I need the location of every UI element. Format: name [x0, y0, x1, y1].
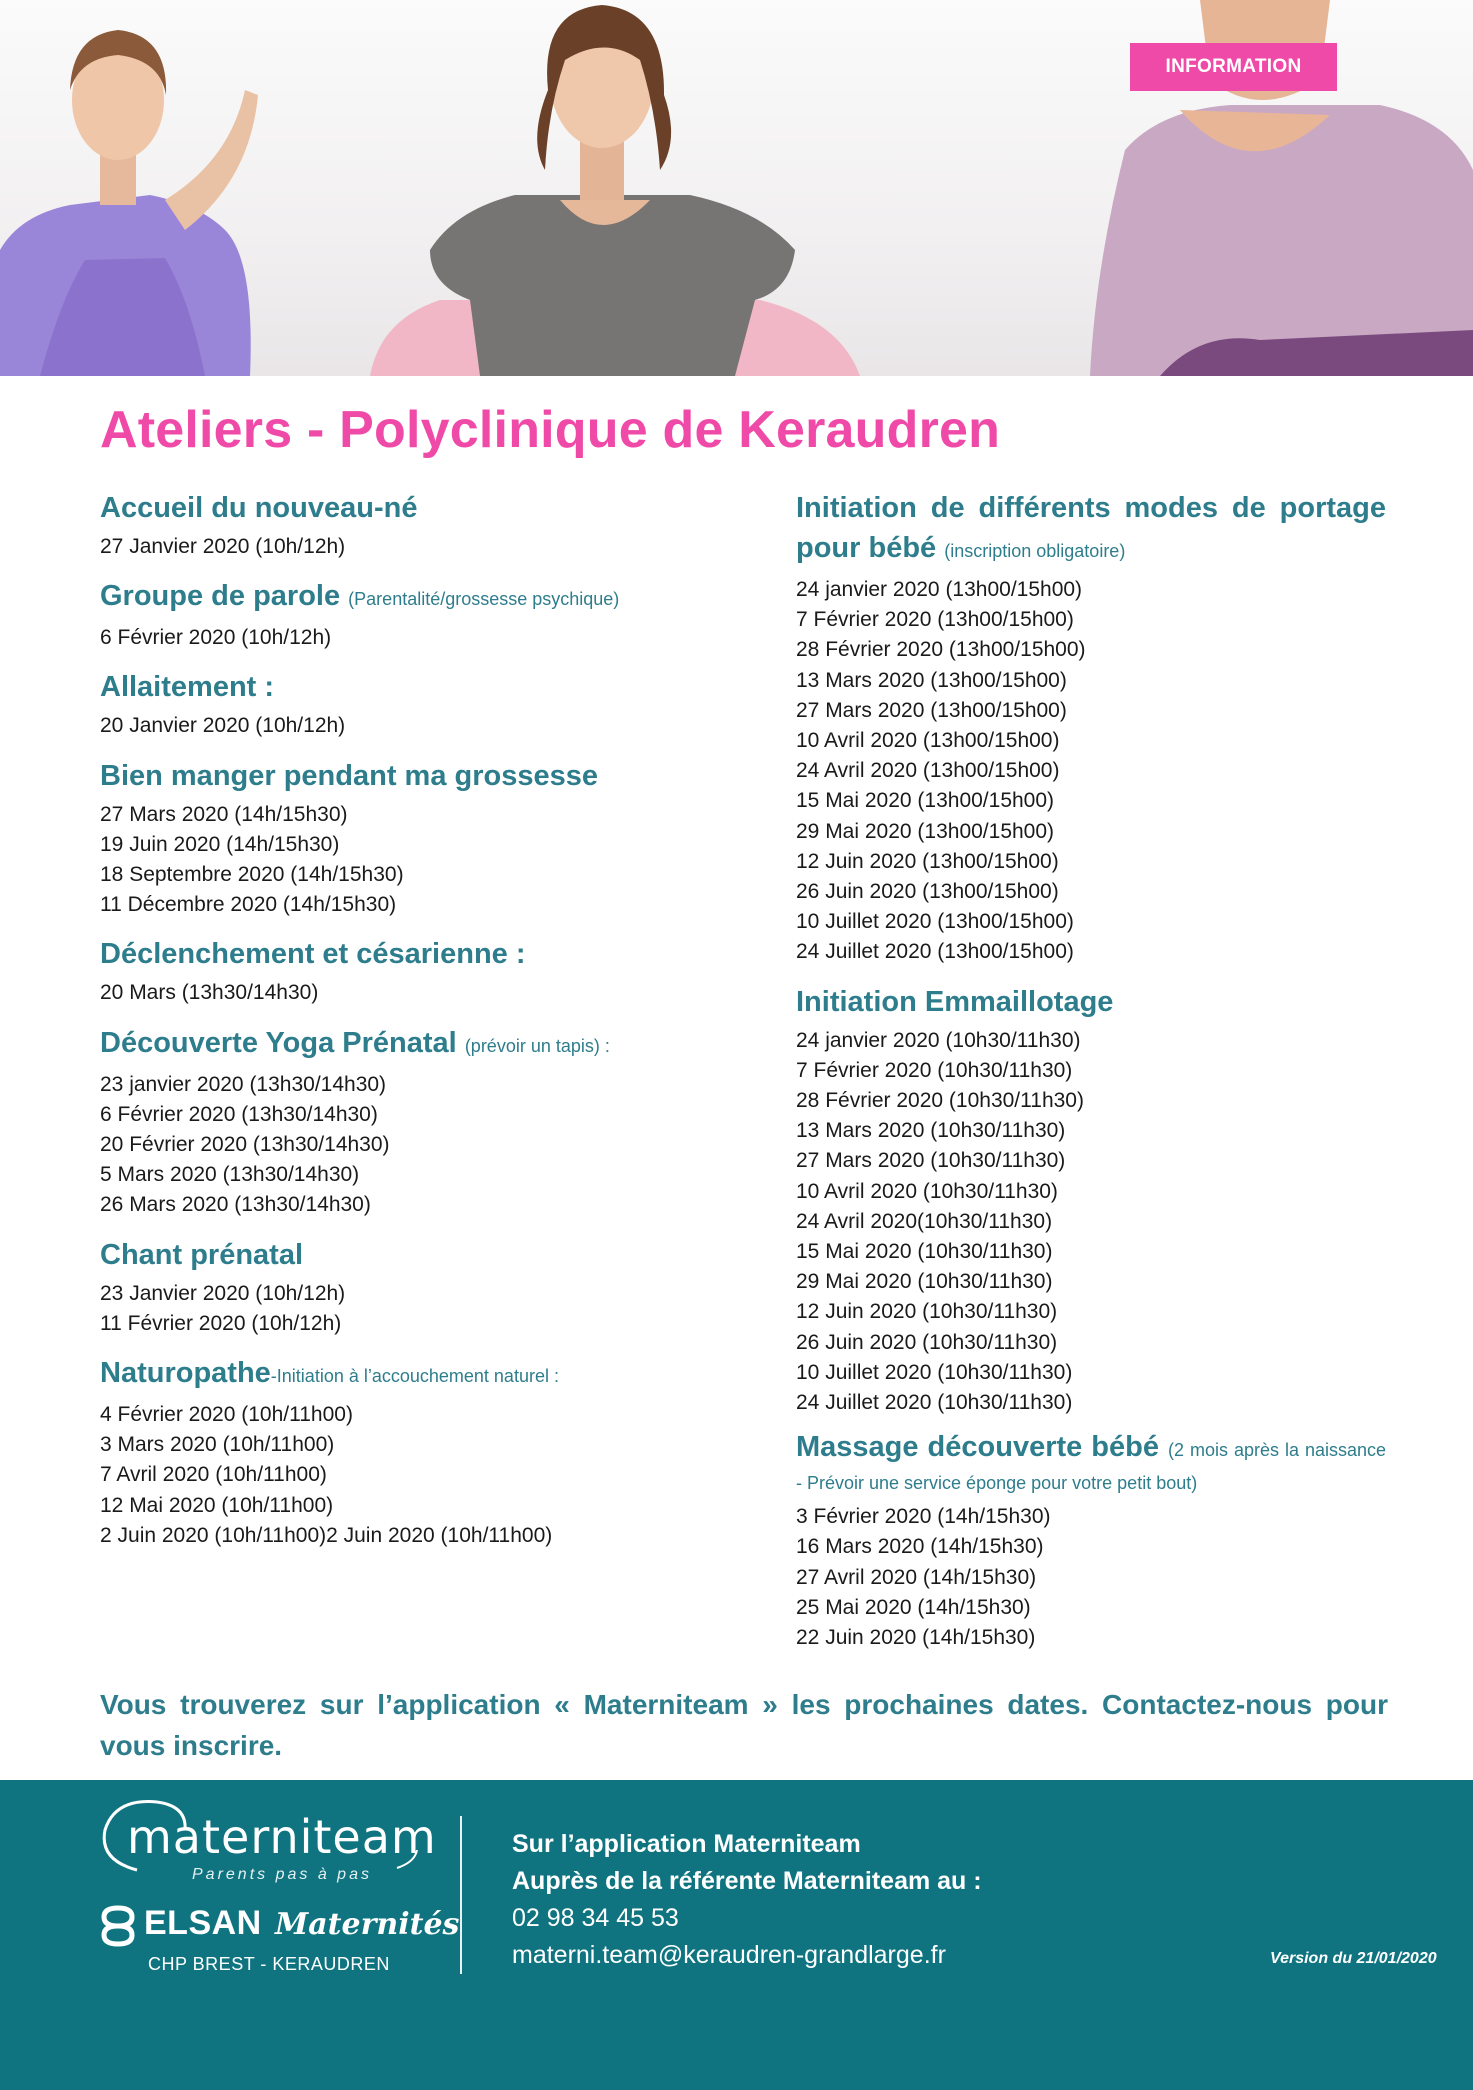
date-item: 22 Juin 2020 (14h/15h30)	[796, 1626, 1036, 1650]
date-item: 24 Avril 2020 (13h00/15h00)	[796, 759, 1060, 783]
date-item: 24 Avril 2020(10h30/11h30)	[796, 1209, 1053, 1233]
woman-center	[370, 5, 860, 376]
version-label: Version du 21/01/2020	[1270, 1950, 1437, 1967]
contact-email[interactable]: materni.team@keraudren-grandlarge.fr	[512, 1941, 946, 1969]
contact-referente-line: Auprès de la référente Materniteam au :	[512, 1867, 982, 1895]
date-item: 12 Juin 2020 (10h30/11h30)	[796, 1300, 1058, 1324]
footer	[0, 1780, 1473, 2090]
materniteam-logo	[97, 1790, 437, 1890]
date-item: 7 Avril 2020 (10h/11h00)	[100, 1463, 327, 1487]
date-item: 10 Juillet 2020 (10h30/11h30)	[796, 1360, 1073, 1384]
date-list	[100, 1279, 740, 1339]
date-item: 24 Juillet 2020 (13h00/15h00)	[796, 940, 1074, 964]
woman-left	[0, 30, 258, 376]
header-photo	[0, 0, 1473, 376]
date-item: 2 Juin 2020 (10h/11h00)2 Juin 2020 (10h/11h00)	[100, 1523, 553, 1547]
section-heading	[100, 488, 740, 528]
date-list	[100, 711, 740, 741]
page-title: Ateliers - Polyclinique de Keraudren	[100, 401, 1001, 459]
date-item: 3 Mars 2020 (10h/11h00)	[100, 1433, 335, 1457]
date-item: 10 Avril 2020 (10h30/11h30)	[796, 1179, 1058, 1203]
date-item: 23 Janvier 2020 (10h/12h)	[100, 1281, 346, 1305]
date-item: 26 Juin 2020 (13h00/15h00)	[796, 880, 1059, 904]
date-item: 6 Février 2020 (13h30/14h30)	[100, 1102, 378, 1126]
section-accueil-nouveau-ne	[100, 488, 740, 562]
date-item: 29 Mai 2020 (10h30/11h30)	[796, 1270, 1053, 1294]
section-bien-manger	[100, 756, 740, 921]
date-item: 3 Février 2020 (14h/15h30)	[796, 1505, 1051, 1529]
section-heading	[100, 756, 740, 796]
date-item: 28 Février 2020 (10h30/11h30)	[796, 1089, 1084, 1113]
date-item: 24 janvier 2020 (13h00/15h00)	[796, 578, 1083, 601]
date-list	[100, 978, 740, 1008]
date-item: 4 Février 2020 (10h/11h00)	[100, 1403, 353, 1427]
date-list	[796, 1026, 1386, 1419]
registration-note: Vous trouverez sur l’application « Materniteam » les prochaines dates. Contactez-nous pour vous inscrire.	[100, 1689, 1388, 1761]
date-item: 11 Décembre 2020 (14h/15h30)	[100, 893, 397, 917]
section-allaitement	[100, 667, 740, 741]
section-note: (2 mois après la naissance - Prévoir une service éponge pour votre petit bout)	[796, 1440, 1386, 1494]
section-yoga-prenatal	[100, 1023, 740, 1221]
section-heading	[100, 667, 740, 707]
left-column	[100, 488, 740, 1565]
section-title: Découverte Yoga Prénatal	[100, 1026, 457, 1059]
section-heading	[796, 1432, 1386, 1498]
date-list	[100, 800, 740, 921]
date-item: 24 janvier 2020 (10h30/11h30)	[796, 1028, 1081, 1052]
date-item: 13 Mars 2020 (10h30/11h30)	[796, 1119, 1066, 1143]
elsan-logo	[98, 1904, 460, 1984]
date-item: 16 Mars 2020 (14h/15h30)	[796, 1535, 1044, 1559]
date-item: 27 Avril 2020 (14h/15h30)	[796, 1565, 1037, 1589]
date-item: 20 Mars (13h30/14h30)	[100, 981, 319, 1005]
date-item: 12 Mai 2020 (10h/11h00)	[100, 1493, 334, 1517]
date-item: 5 Mars 2020 (13h30/14h30)	[100, 1163, 360, 1187]
contact-app-line: Sur l’application Materniteam	[512, 1830, 861, 1858]
date-item: 24 Juillet 2020 (10h30/11h30)	[796, 1391, 1073, 1415]
date-item: 27 Mars 2020 (14h/15h30)	[100, 802, 348, 826]
date-item: 7 Février 2020 (10h30/11h30)	[796, 1058, 1073, 1082]
date-list	[100, 623, 740, 653]
section-title: Initiation Emmaillotage	[796, 985, 1114, 1018]
section-portage	[796, 488, 1386, 968]
section-title: Naturopathe	[100, 1357, 271, 1390]
section-title: Déclenchement et césarienne :	[100, 938, 526, 971]
date-item: 13 Mars 2020 (13h00/15h00)	[796, 668, 1067, 692]
chp-label: CHP BREST - KERAUDREN	[148, 1954, 390, 1974]
section-title: Bien manger pendant ma grossesse	[100, 759, 598, 792]
date-item: 29 Mai 2020 (13h00/15h00)	[796, 819, 1055, 843]
section-title: Groupe de parole	[100, 580, 341, 613]
date-item: 7 Février 2020 (13h00/15h00)	[796, 608, 1074, 632]
section-declenchement	[100, 934, 740, 1008]
section-note: (inscription obligatoire)	[944, 541, 1126, 561]
section-note: -Initiation à l’accouchement naturel :	[270, 1366, 559, 1387]
date-item: 26 Mars 2020 (13h30/14h30)	[100, 1193, 371, 1217]
section-title: Massage découverte bébé	[796, 1431, 1159, 1464]
section-emmaillotage	[796, 982, 1386, 1419]
section-heading	[100, 1353, 740, 1396]
date-item: 15 Mai 2020 (10h30/11h30)	[796, 1240, 1053, 1264]
section-note: (Parentalité/grossesse psychique)	[348, 589, 620, 610]
date-item: 6 Février 2020 (10h/12h)	[100, 626, 332, 650]
section-heading	[100, 1023, 740, 1066]
section-groupe-de-parole	[100, 576, 740, 653]
date-list	[100, 1070, 740, 1221]
section-note: (prévoir un tapis) :	[464, 1035, 610, 1056]
section-massage-bebe	[796, 1432, 1386, 1653]
materniteam-wordmark: materniteam	[127, 1810, 437, 1864]
section-title: Initiation de différents modes de portage pour bébé	[796, 492, 1386, 564]
date-item: 18 Septembre 2020 (14h/15h30)	[100, 863, 404, 887]
date-item: 12 Juin 2020 (13h00/15h00)	[796, 849, 1059, 873]
section-heading	[100, 934, 740, 974]
maternites-wordmark: Maternités	[275, 1907, 460, 1942]
contact-phone: 02 98 34 45 53	[512, 1904, 679, 1932]
section-title: Allaitement :	[100, 671, 275, 704]
date-list	[100, 532, 740, 562]
date-item: 28 Février 2020 (13h00/15h00)	[796, 638, 1086, 662]
date-item: 23 janvier 2020 (13h30/14h30)	[100, 1072, 387, 1096]
section-chant-prenatal	[100, 1235, 740, 1339]
date-item: 10 Juillet 2020 (13h00/15h00)	[796, 910, 1074, 934]
materniteam-tagline: Parents pas à pas	[192, 1866, 372, 1883]
date-list	[796, 1502, 1386, 1653]
section-title: Accueil du nouveau-né	[100, 492, 418, 524]
section-naturopathe	[100, 1353, 740, 1551]
information-badge: INFORMATION	[1130, 43, 1337, 91]
footer-divider	[460, 1816, 462, 1974]
date-item: 10 Avril 2020 (13h00/15h00)	[796, 729, 1060, 753]
section-heading	[100, 576, 740, 619]
date-list	[796, 575, 1386, 968]
date-item: 20 Février 2020 (13h30/14h30)	[100, 1133, 390, 1157]
date-item: 27 Janvier 2020 (10h/12h)	[100, 535, 346, 558]
section-title: Chant prénatal	[100, 1238, 304, 1271]
contact-block	[512, 1826, 982, 1974]
date-item: 27 Mars 2020 (13h00/15h00)	[796, 698, 1067, 722]
date-item: 19 Juin 2020 (14h/15h30)	[100, 832, 340, 856]
elsan-symbol-icon	[98, 1904, 138, 1948]
date-item: 26 Juin 2020 (10h30/11h30)	[796, 1330, 1058, 1354]
right-column	[796, 488, 1386, 1667]
date-item: 20 Janvier 2020 (10h/12h)	[100, 714, 346, 738]
section-heading	[796, 982, 1386, 1022]
date-item: 15 Mai 2020 (13h00/15h00)	[796, 789, 1055, 813]
date-list	[100, 1400, 740, 1551]
date-item: 25 Mai 2020 (14h/15h30)	[796, 1595, 1031, 1619]
section-heading	[100, 1235, 740, 1275]
section-heading	[796, 488, 1386, 571]
elsan-wordmark: ELSAN	[144, 1904, 262, 1942]
date-item: 27 Mars 2020 (10h30/11h30)	[796, 1149, 1066, 1173]
date-item: 11 Février 2020 (10h/12h)	[100, 1311, 342, 1335]
